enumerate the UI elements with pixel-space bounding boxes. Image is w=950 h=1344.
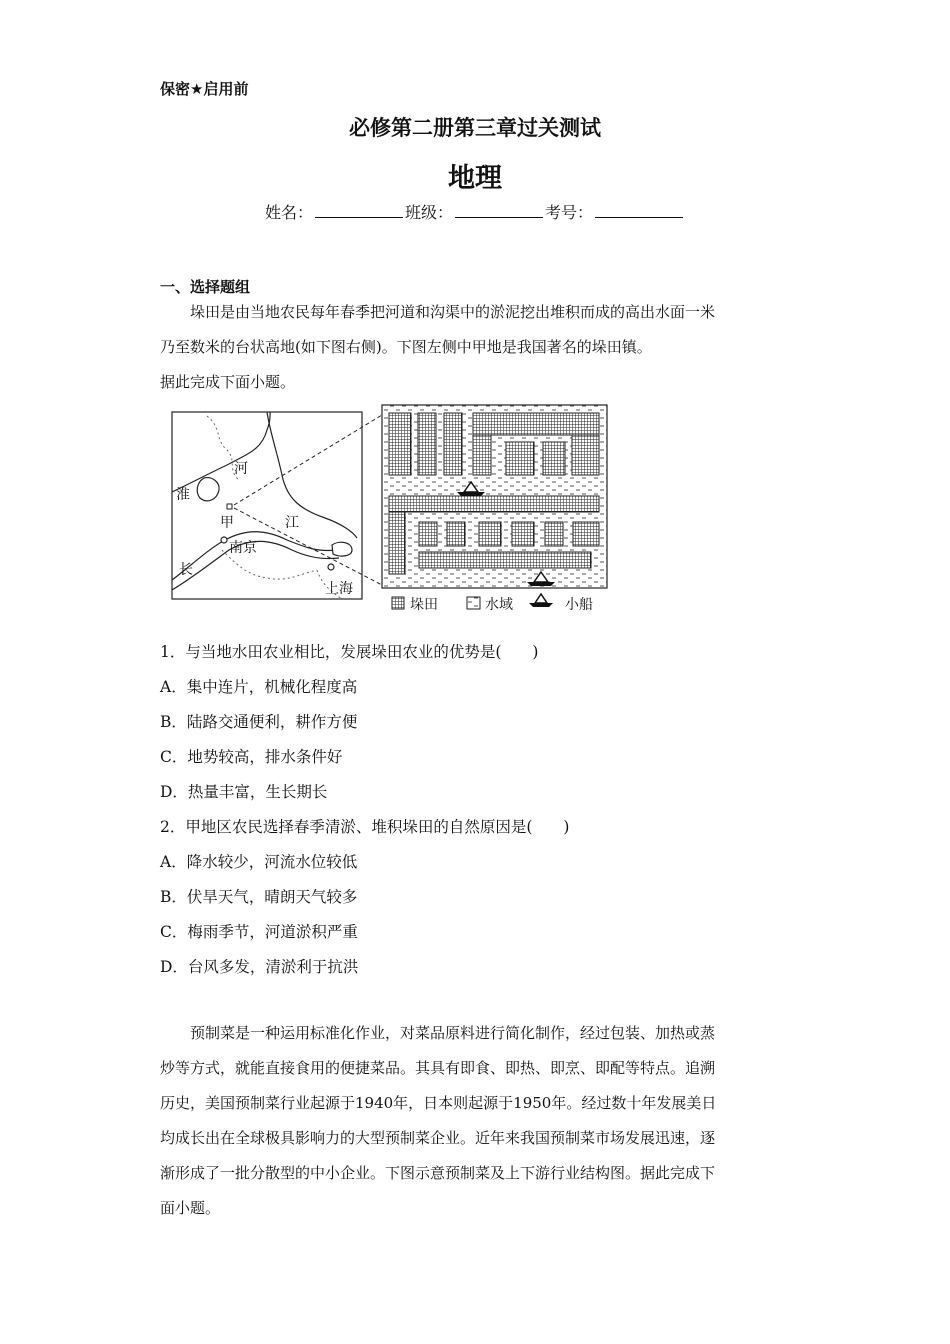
student-info-line	[0, 200, 950, 223]
q1-option-d: D．热量丰富，生长期长	[160, 783, 328, 801]
duotian-field	[447, 522, 465, 546]
passage-line: 垛田是由当地农民每年春季把河道和沟渠中的淤泥挖出堆积而成的高出水面一米	[190, 303, 716, 321]
exam-no-blank	[595, 203, 683, 218]
q2-option-a: A．降水较少，河流水位较低	[160, 853, 358, 871]
passage-line: 渐形成了一批分散型的中小企业。下图示意预制菜及上下游行业结构图。据此完成下	[160, 1164, 716, 1182]
exam-no-label: 考号：	[545, 203, 594, 222]
duotian-field	[512, 522, 534, 546]
label-jiang: 江	[285, 515, 299, 531]
legend-boat-label: 小船	[565, 597, 593, 613]
legend-duotian-swatch	[392, 597, 404, 609]
label-jia: 甲	[220, 515, 234, 531]
duotian-field	[506, 442, 534, 475]
passage-line: 历史，美国预制菜行业起源于1940年，日本则起源于1950年。经过数十年发展美日	[160, 1094, 717, 1112]
q2-option-d: D．台风多发，清淤利于抗洪	[160, 958, 359, 976]
duotian-field	[572, 435, 599, 475]
q1-option-a: A．集中连片，机械化程度高	[160, 678, 358, 696]
passage-line: 均成长出在全球极具影响力的大型预制菜企业。近年来我国预制菜市场发展迅速，逐	[160, 1129, 716, 1147]
legend-water-swatch	[467, 597, 480, 609]
q2-option-c: C．梅雨季节，河道淤积严重	[160, 923, 358, 941]
legend-duotian-label: 垛田	[410, 597, 438, 613]
legend-water-label: 水域	[485, 597, 513, 613]
duotian-field	[444, 413, 462, 475]
label-chang: 长	[179, 562, 193, 578]
legend-boat-icon	[529, 594, 553, 607]
duotian-field	[419, 522, 437, 546]
name-blank	[315, 203, 403, 218]
label-he: 河	[234, 461, 248, 477]
passage-line: 炒等方式，就能直接食用的便捷菜品。其具有即食、即热、即烹、即配等特点。追溯	[160, 1059, 716, 1077]
duotian-field	[419, 552, 591, 568]
duotian-field	[389, 413, 411, 475]
passage-line: 面小题。	[160, 1199, 221, 1217]
duotian-field	[418, 413, 436, 475]
passage-line: 据此完成下面小题。	[160, 373, 296, 391]
passage-duotian	[160, 295, 782, 400]
question-1-stem: 1．与当地水田农业相比，发展垛田农业的优势是( )	[160, 643, 539, 661]
nanjing-marker	[221, 537, 227, 543]
duotian-field	[473, 413, 599, 435]
jia-marker	[227, 504, 232, 509]
exam-title: 必修第二册第三章过关测试	[349, 116, 601, 140]
passage-line: 乃至数米的台状高地(如下图右侧)。下图左侧中甲地是我国著名的垛田镇。	[160, 338, 652, 356]
duotian-diagram	[382, 405, 607, 588]
q2-option-b: B．伏旱天气，晴朗天气较多	[160, 888, 358, 906]
legend	[392, 594, 593, 613]
label-nanjing: 南京	[229, 540, 257, 556]
duotian-field	[479, 522, 501, 546]
duotian-field	[545, 522, 563, 546]
subject-title: 地理	[448, 163, 502, 194]
question-2-stem: 2．甲地区农民选择春季清淤、堆积垛田的自然原因是( )	[160, 818, 570, 836]
confidential-mark: 保密★启用前	[160, 80, 249, 98]
class-label: 班级：	[404, 203, 453, 222]
label-shanghai: 上海	[325, 581, 353, 597]
duotian-field	[573, 522, 599, 546]
section-heading: 一、选择题组	[160, 278, 251, 296]
class-blank	[455, 203, 543, 218]
name-label: 姓名：	[264, 203, 313, 222]
q1-option-c: C．地势较高，排水条件好	[160, 748, 343, 766]
duotian-field	[473, 435, 491, 475]
duotian-figure	[167, 400, 612, 620]
duotian-field	[543, 442, 565, 475]
duotian-field	[389, 512, 405, 574]
duotian-field	[389, 496, 599, 512]
passage-line: 预制菜是一种运用标准化作业，对菜品原料进行简化制作，经过包装、加热或蒸	[190, 1024, 716, 1042]
shanghai-marker	[328, 564, 334, 570]
passage-prepared-dishes	[160, 1016, 782, 1226]
label-huai: 淮	[176, 487, 190, 503]
chongming-island	[332, 542, 352, 556]
location-map	[172, 412, 382, 599]
q1-option-b: B．陆路交通便利，耕作方便	[160, 713, 358, 731]
lake-hongze	[197, 478, 219, 501]
